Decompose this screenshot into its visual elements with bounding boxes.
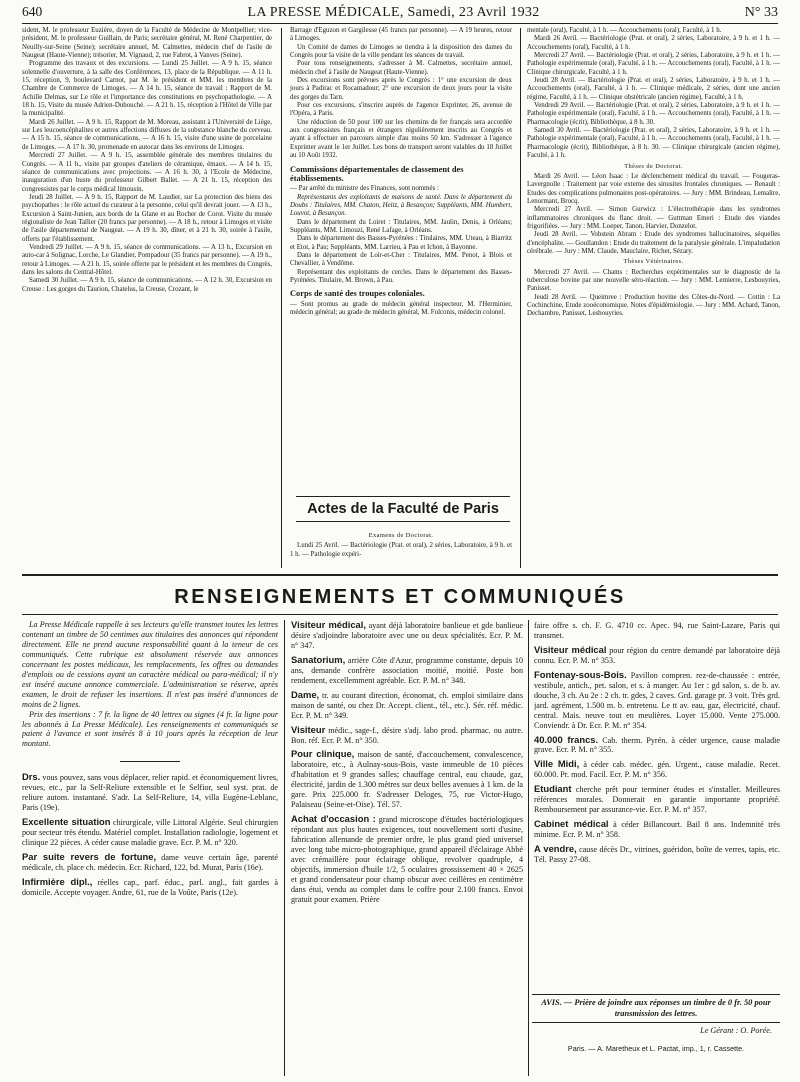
lower-column-3 [534,620,780,990]
column-divider [281,28,282,568]
ad-text: médic., sage-f., désire s'adj. labo prod. pharmac. ou autre. Bon. réf. Ecr. P. M. n° 350. [291,725,523,745]
classified-ad [22,877,278,898]
paragraph: Samedi 30 Juillet. — A 9 h. 15, séance de communications. — A 12 h. 30, Excursion en Creuse : Les gorges du Taurion, Chatelus, la Creuse, Crozant, le [22,277,272,293]
ad-text: ayant déjà laboratoire banlieue et gde banlieue désire s'adjoindre laboratoire avec une ou deux spécialités. Ecr. P. M. n° 347. [291,621,523,650]
section-heading: Commissions départementales de classement des établissements. [290,164,464,183]
paragraph: Représentant des exploitants de cercles. Dans le département des Basses-Pyrénées. Titulaire, M. Brown, à Pau. [290,268,512,285]
price-paragraph: Prix des insertions : 7 fr. la ligne de 40 lettres ou signes (4 fr. la ligne pour les abonnés à La Presse Médicale). Les renseignements et communiqués se paient à l'avance et sont insérés 8 à 10 jours après la réception de leur montant. [22,709,278,749]
classified-ad [291,725,523,746]
ad-text: maison de santé, d'accouchement, convalescence, laboratoire, etc., à Aulnay-sous-Bois, vaste immeuble de 10 pièces d'habitation et 9 grandes salles; chauffage central, eau chaude, gaz, électricité, jardin de 1.300 mètres sur deux belles avenues à 1 km. de la gare. Prix 225.000 fr. S'adresser Deloges, 75, rue Victor-Hugo, Palaiseau (Seine-et-Oise). Tél. 57. [291,750,523,810]
column-2 [290,27,512,493]
classified-ad [291,655,523,686]
ad-title: 40.000 francs. [534,733,599,745]
classified-ad [291,690,523,721]
ad-text: cherche prêt pour terminer études et s'installer. Meilleures références morales. Donnerait en garantie importante propriété. Remboursement par assurance-vie. Ecr. P. M. n° 357. [534,785,780,815]
classified-ad [22,772,278,813]
ad-title: Visiteur médical, [291,620,366,630]
paragraph: Un Comité de dames de Limoges se tiendra à la disposition des dames du Congrès pour la visite de la ville pendant les séances de travail. [290,43,512,60]
page-header [22,4,778,22]
ad-title: Fontenay-sous-Bois. [534,668,627,680]
subheading: Examens de Doctorat. [368,532,434,539]
issue-number: N° 33 [744,5,778,20]
lower-column-1 [22,620,278,1076]
ad-title: Visiteur médical [534,643,607,655]
ad-text: vous pouvez, sans vous déplacer, relier rapid. et économiquement livres, revues, etc., par la Self-Reliure extensible et le Selfior, seul syst. prat. de reliure autom. instantané. S'adr. La Self-Reliure, 14, villa Eugène-Leblanc, Paris (19e). [22,773,278,813]
renseignements-title: RENSEIGNEMENTS ET COMMUNIQUÉS [174,586,626,608]
classified-ad [534,784,780,815]
paragraph: Mardi 26 Avril. — Léon Isaac : Le déclenchement médical du travail. — Fougeras-Lavergnolle : Traitement par voie externe des sinusites frontales chroniques. — Renault : Etudes des complications pulmonaires post-opératoires. — Jury : MM. Brindeau, Lemaître, Lenormant, Brocq. [527,172,780,205]
paragraph: Mercredi 27 Avril. — Simon Gurwicz : L'électrothérapie dans les syndromes inflammatoires chroniques du flanc droit. — Guttman Emeri : Etude des viandes frigorifiées. — Jury : MM. Loeper, Tanon, Harvier, Donzelot. [527,206,780,230]
ad-text: cause décès Dr., vitrines, guéridon, boîte de verres, tapis, etc. Tél. Passy 27-08. [534,845,780,865]
ad-title: Cabinet médical [534,818,609,830]
ad-text: chirurgicale, ville Littoral Algérie. Seul chirurgien pour secteur très étendu. Matériel complet. Installation radiologie, logement et clinique 22 pièces. A céder cause maladie grave. Ecr. P. M. n° 320. [22,818,278,848]
column-divider [528,620,529,1076]
ad-text: Cab. therm. Pyrén. à céder urgence, cause maladie grave. Ecr. P. M. n° 355. [534,735,780,755]
paragraph: Jeudi 28 Avril. — Vobstein Abram : Etude des syndromes hallucinatoires, séquelles d'encéphalite. — Goullandon : Etude du traitement de la paralysie générale. L'impaludation cérébrale. — Jury : MM. Claude, Mauclaire, Richet, Sézary. [527,231,780,255]
paragraph: Mercredi 27 Juillet. — A 9 h. 15, assemblée générale des membres titulaires du Congrès. — A 11 h., visite par groupes d'ateliers de céramique, émaux. — A 14 h. 15, séance de communications avec projections. — A 16 h. 30, à l'Ecole de Médecine, inauguration d'un buste du professeur Gilbert Ballet. — A 21 h. 15, réception des congressistes par le corps médical limousin. [22,152,272,193]
column-1 [22,27,272,522]
paragraph: Mardi 26 Juillet. — A 9 h. 15, Rapport de M. Moreau, assistant à l'Université de Liège, sur Les leucoencéphalites et autres affections diffuses de la substance blanche du cerveau. — A 15 h. 15, séance de communications. — A 16 h. 15, visite d'une usine de porcelaine de Limoges. — A 17 h. 30, promenade en autocar dans les environs de Limoges. [22,118,272,151]
classified-ad [534,759,780,780]
paragraph: Vendredi 29 Avril. — Bactériologie (Prat. et oral), 2 séries, Laboratoire, à 9 h. et 1 h. — Pathologie expérimentale (oral), Faculté, à 1 h. — Accouchements (oral), Faculté, à 1 h. — Pharmacologie (écrit), Bibliothèque, à 8 h. 30. [527,102,780,126]
classified-ad [291,620,523,651]
classified-ad [534,620,780,641]
paragraph: Samedi 30 Avril. — Bactériologie (Prat. et oral), 2 séries, Laboratoire, à 9 h. et 1 h. — Pathologie expérimentale (oral), Faculté, à 1 h. — Accouchements (oral), Faculté, à 1 h. — Pharmacologie (écrit), Bibliothèque, à 8 h. 30. — Clinique chirurgicale (ancien régime), Faculté, à 1 h. [527,127,780,160]
ad-title: Par suite revers de fortune, [22,851,157,863]
ad-text: à céder Billancourt. Bail 8 ans. Indemnité très minime. Ecr. P. M. n° 358. [534,820,780,840]
paragraph: Mercredi 27 Avril. — Bactériologie (Prat. et oral), 2 séries, Laboratoire, à 9 h. et 1 h. — Pathologie expérimentale (oral), Faculté, à 1 h. — Accouchements (oral), Faculté, à 1 h. — Clinique chirurgicale, Faculté, à 1 h. [527,52,780,76]
actes-faculte-heading: Actes de la Faculté de Paris [296,496,510,522]
notice-paragraph: La Presse Médicale rappelle à ses lecteurs qu'elle transmet toutes les lettres contenant un timbre de 50 centimes aux titulaires des annonces qui répondent directement. Elle ne prend aucune responsabilité quant à la teneur de ces communiqués. Cette rubrique est absolument réservée aux annonces concernant les postes médicaux, les remplacements, les offres ou demandes d'emplois ou de cessions ayant un caractère médical ou para-médical; il n'y est inséré aucune annonce commerciale. L'administration se réserve, après examen, le droit de refuser les insertions. Il n'est pas inséré d'annonces de moins de 2 lignes. [22,620,278,709]
classified-ad [534,670,780,731]
ad-text: grand microscope d'études bactériologiques répondant aux plus hautes exigences, tout nouvellement sorti d'usine, fabrication allemande de premier ordre, le plus grand pied universel avec long tube micro-photographique, grand appareil d'éclairage Abbé avec crémaillère pour éclairage oblique, revolver quadruple, 4 objectifs, immersion d'huile 1/2, 5 oculaires grossissement 40 × 2625 et grand condensateur pour champ obscur avec ceillères en centimètre dans étui, vendu au complet dans le coffre pour 2.100 francs. Envoi gratuit pour examen. Prière [291,815,523,904]
column-divider [284,620,285,1076]
classified-ad [22,852,278,873]
section-rule-bottom [22,614,778,615]
ad-title: Drs. [22,771,41,783]
classified-ad [534,645,780,666]
paragraph: — Par arrêté du ministre des Finances, sont nommés : [290,185,439,193]
divider [120,761,180,762]
ad-title: Sanatorium, [291,653,346,665]
ad-text: dame veuve certain âge, parenté médicale, ch. place ch. médecin. Ecr. Richard, 122, bd. Murat, Paris (16e). [22,853,278,873]
column-2-examens [290,530,512,566]
paragraph: Dans le département de Loir-et-Cher : Titulaires, MM. Penot, à Blois et Chevallier, à Vendôme. [290,252,512,268]
paragraph: Pour tous renseignements, s'adresser à M. Calmettes, secrétaire annuel, médecin chef à l'asile de Naugeat (Haute-Vienne). [290,60,512,76]
paragraph: Programme des travaux et des excursions. — Lundi 25 Juillet. — A 9 h. 15, séance solennelle d'ouverture, à la salle des Conférences, 13, place de la République. — A 11 h. 15, réception, 9, boulevard Carnot, par M. le président et MM. les membres de la Chambre de Commerce de Limoges. — A 14 h. 15, séance de travail : Rapport de M. Achille Delmas, sur Le rôle et l'importance des constitutions en psychopathologie. — A 18 h. 15, Visite du musée Adrien-Dubouché. — A 21 h. 15, réception à l'Hôtel de Ville par la municipalité. [22,60,272,118]
section-heading: Corps de santé des troupes coloniales. [290,289,425,299]
ad-text: tr. au courant direction, économat, ch. emploi similaire dans maison de santé, ou chez Dr. Accept. client., tél., etc.). Sér. réf. médic. Ecr. P. M. n° 349. [291,690,523,720]
classified-ad [534,735,780,756]
subheading: Thèses Vétérinaires. [623,258,684,266]
classified-ad [22,817,278,848]
ad-text: à céder cab. médec. gén. Urgent., cause maladie. Recet. 60.000. Pr. mod. Facil. Ecr. P. M. n° 356. [534,760,780,780]
column-3 [527,27,780,567]
ad-title: Achat d'occasion : [291,813,376,825]
paragraph: Représentants des exploitants de maisons de santé. Dans le département du Doubs : Titulaires, MM. Chaton, Heitz, à Besançon; Suppléants, MM. Humbert, Louvot, à Besançon. [290,193,512,218]
ad-title: Dame, [291,688,320,700]
paragraph: sident, M. le professeur Euzière, doyen de la Faculté de Médecine de Montpellier; vice-président, M. le professeur Guillain, de Paris; secrétaire général, M. René Charpentier, de Neuilly-sur-Seine (Seine); secrétaire annuel, M. Calmettes, médecin chef de l'asile de Naugeat (Haute-Vienne); trésorier, M. Vignaud, 2, rue Fabrot, à Vanves (Seine). [22,27,272,60]
lower-column-2 [291,620,523,1076]
paragraph: Lundi 25 Avril. — Bactériologie (Prat. et oral), 2 séries, Laboratoire, à 9 h. et 1 h. — Pathologie expéri- [290,542,512,558]
paragraph: mentale (oral), Faculté, à 1 h. — Accouchements (oral), Faculté, à 1 h. [527,27,722,34]
paragraph: Des excursions sont prévues après le Congrès : 1° une excursion de deux jours à Padirac et Rocamadour; 2° une excursion de deux jours pour la visite des gorges du Tarn. [290,77,512,101]
ad-text: pour région du centre demandé par laboratoire déjà connu. Ecr. P. M. n° 353. [534,645,780,665]
classified-ad [534,819,780,840]
ad-title: Visiteur [291,723,326,735]
classified-ad [291,814,523,905]
paragraph: — Sont promus au grade de médecin général inspecteur, M. l'Herminier, médecin général; au grade de médecin général, M. Fulconis, médecin colonel. [290,300,512,317]
subheading: Thèses de Doctorat. [624,162,683,170]
ad-text: faire offre s. ch. F. G. 4710 cc. Apec. 94, rue Saint-Lazare, Paris qui transmet. [534,621,780,640]
paragraph: Dans le département des Basses-Pyrénées : Titulaires, MM. Uteau, à Biarritz et Etot, à Pau; Suppléants, MM. Larrieu, à Pau et Ichon, à Bayonne. [290,235,512,251]
ad-text: Pavillon compren. rez-de-chaussée : entrée, vestibule, antich., pet. salon, et s. à manger. Au 1er : gd salon, s. de b. av. douche, 3 ch. Au 2e : 2 ch. tr. gdes, 2 caves. Grd. garage pr. 3 voit. Très grd. jard. agrément, 1.500 m. b. entretenu. Le tt av. eau, gaz, électricité, chauf. central. Mais. neuve tout en meulières. Loyer 15.000. Vente 275.000. Conviendr. à Dr. Ecr. P. M. n° 354. [534,670,780,730]
ad-title: Etudiant [534,783,572,795]
column-divider [520,28,521,568]
ad-title: Infirmière dipl., [22,875,93,887]
ad-title: Excellente situation [22,816,111,828]
classified-ad [534,844,780,865]
paragraph: Barrage d'Eguzon et Gargilesse (45 francs par personne). — A 19 heures, retour à Limoges. [290,27,512,43]
page-number: 640 [22,4,43,19]
ad-text: réelles cap., parf. éduc., parl. angl., fait gardes à domicile. Accepte voyager. Andre, 61, rue de la Voûte, Paris (12e). [22,877,278,897]
ad-title: A vendre, [534,843,577,855]
section-rule-top [22,574,778,576]
paragraph: Mardi 26 Avril. — Bactériologie (Prat. et oral), 2 séries, Laboratoire, à 9 h. et 1 h. — Accouchements (oral), Faculté, à 1 h. [527,35,780,51]
ad-title: Ville Midi, [534,758,580,770]
paragraph: Mercredi 27 Avril. — Chams : Recherches expérimentales sur le diagnostic de la tuberculose bovine par une nouvelle séro-réaction. — Jury : MM. Lemierre, Lesbouyries, Panisset. [527,268,780,293]
paragraph: Dans le département du Loiret : Titulaires, MM. Jaulin, Denis, à Orléans; Suppléants, MM. Limouzi, René Lafage, à Orléans. [290,218,512,235]
ad-title: Pour clinique, [291,748,355,760]
paragraph: Pour ces excursions, s'inscrire auprès de l'agence Exprinter, 26, avenue de l'Opéra, à Paris. [290,102,512,118]
paragraph: Jeudi 28 Avril. — Queimree : Production bovine des Côtes-du-Nord. — Cottin : La Cochinchine, Etude zooéconomique. Notes d'épidémiologie. — Jury : MM. Achard, Tanon, Dechambre, Panisset, Lesbouyries. [527,293,780,318]
paragraph: Jeudi 28 Avril. — Bactériologie (Prat. et oral), 2 séries, Laboratoire, à 9 h. et 1 h. — Accouchements (oral), Faculté, à 1 h. — Clinique médicale, 2 séries, dont une ancien régime, Faculté, à 1 h. — Clinique obstétricale (ancien régime), Faculté, à 1 h. [527,77,780,101]
avis-notice: AVIS. — Prière de joindre aux réponses un timbre de 0 fr. 50 pour transmission des lettres. [532,994,780,1023]
printer-imprint: Paris. — A. Maretheux et L. Pactat, imp., 1, r. Cassette. [567,1044,745,1053]
ad-text: arrière Côte d'Azur, programme constante, depuis 10 ans, demande confrère association moitié, moitié. Poste bon rendement, excellemment agréable. Ecr. P. M. n° 348. [291,655,523,685]
journal-title: LA PRESSE MÉDICALE, Samedi, 23 Avril 1932 [247,5,540,20]
gerant-signature: Le Gérant : O. Porée. [700,1026,772,1035]
header-rule [22,23,778,24]
classified-ad [291,749,523,810]
paragraph: Vendredi 29 Juillet. — A 9 h. 15, séance de communications. — A 13 h., Excursion en auto-car à Solignac, Lorche, Le Glandier, Pompadour (35 francs par personne). — A 19 h., retour à Limoges. — A 21 h. 15, soirée offerte par le président et les membres du Congrès, dans les salons du Central-Hôtel. [22,243,272,276]
paragraph: Jeudi 28 Juillet. — A 9 h. 15, Rapport de M. Laudier, sur La protection des biens des psychopathes : le rôle actuel du curateur à la personne, celui qu'il devrait jouer. — A 13 h., Excursion à Saint-Junien, aux bords de la Glane et au Rocher de Corot. Visite du musée régionaliste de Jean Tallier (20 francs par personne). — A 18 h., retour à Limoges et visite de l'asile départemental de Naugeat. — A 19 h. 30, dîner, et à 21 h. 30, soirée à l'asile, offerts par l'établissement. [22,193,272,243]
paragraph: Une réduction de 50 pour 100 sur les chemins de fer français sera accordée aux congressistes français et étrangers régulièrement inscrits au Congrès et ayant à effectuer un parcours simple d'au moins 50 km. S'adresser à l'agence Exprinter avant le 1er Juillet. Les bons de transport seront valables du 18 Juillet au 10 Août 1932. [290,118,512,160]
